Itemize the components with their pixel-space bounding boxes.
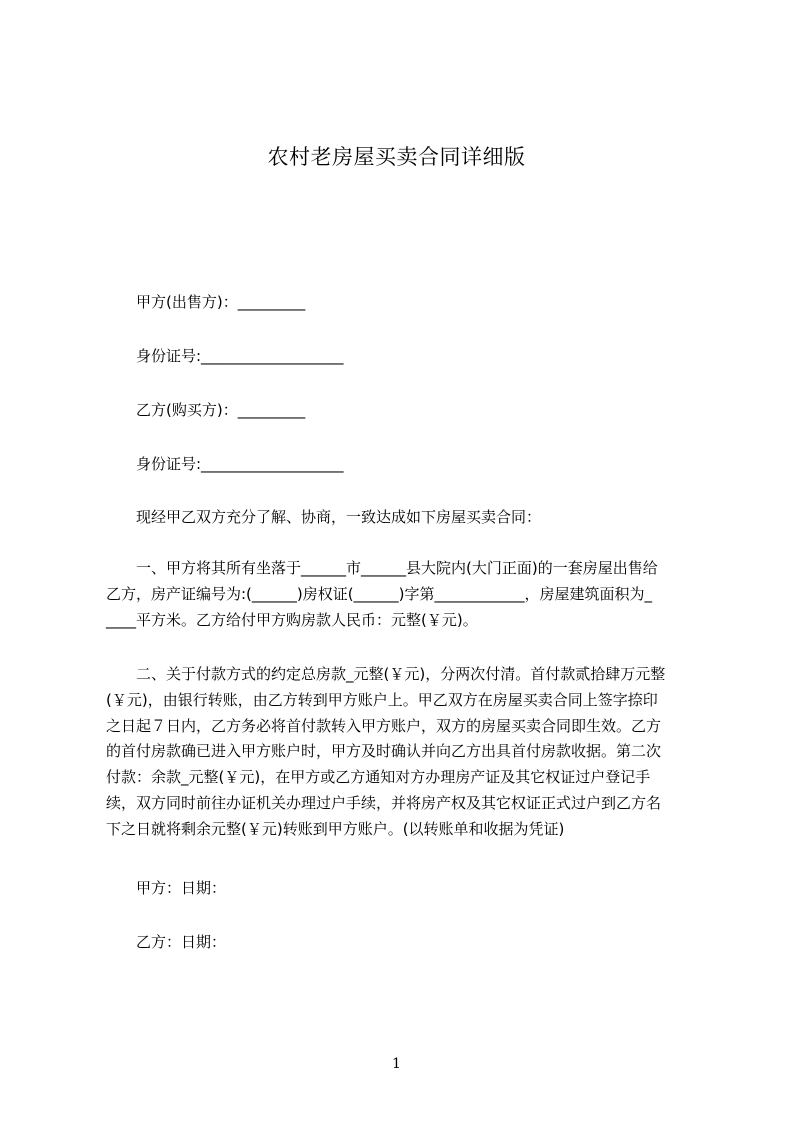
party-a-line: 甲方(出售方)：_________ — [136, 293, 306, 311]
party-b-id-line: 身份证号:___________________ — [136, 455, 344, 473]
clause-2-line: 二、关于付款方式的约定总房款_元整(￥元)，分两次付清。首付款贰拾肆万元整 — [136, 665, 666, 683]
clause-1-line: 乙方，房产证编号为:(______)房权证(______)字第____________，房屋建筑面积为_ — [106, 584, 652, 603]
party-a-signature-date: 甲方：日期： — [136, 879, 227, 897]
clause-2-line: 续，双方同时前往办证机关办理过户手续，并将房产权及其它权证正式过户到乙方名 — [106, 793, 662, 812]
page-number: 1 — [392, 1056, 401, 1072]
party-b-line: 乙方(购买方)：_________ — [136, 401, 306, 419]
clause-2-line: 之日起７日内，乙方务必将首付款转入甲方账户，双方的房屋买卖合同即生效。乙方 — [106, 716, 662, 735]
party-a-id-line: 身份证号:___________________ — [136, 347, 344, 365]
clause-2-paragraph — [106, 662, 706, 843]
clause-1-paragraph — [106, 556, 706, 633]
party-b-signature-date: 乙方：日期： — [136, 933, 227, 951]
clause-2-line: 付款：余款_元整(￥元)，在甲方或乙方通知对方办理房产证及其它权证过户登记手 — [106, 768, 651, 787]
intro-paragraph: 现经甲乙双方充分了解、协商，一致达成如下房屋买卖合同： — [136, 508, 542, 526]
document-title: 农村老房屋买卖合同详细版 — [267, 145, 526, 169]
clause-1-line: ____平方米。乙方给付甲方购房款人民币：元整(￥元)。 — [106, 610, 478, 629]
clause-2-line: 的首付房款确已进入甲方账户时，甲方及时确认并向乙方出具首付房款收据。第二次 — [106, 742, 662, 761]
clause-1-line: 一、甲方将其所有坐落于______市______县大院内(大门正面)的一套房屋出售给 — [136, 559, 658, 577]
clause-2-line: (￥元)，由银行转账，由乙方转到甲方账户上。甲乙双方在房屋买卖合同上签字捺印 — [106, 690, 658, 709]
clause-2-line: 下之日就将剩余元整(￥元)转账到甲方账户。(以转账单和收据为凭证) — [106, 819, 565, 838]
